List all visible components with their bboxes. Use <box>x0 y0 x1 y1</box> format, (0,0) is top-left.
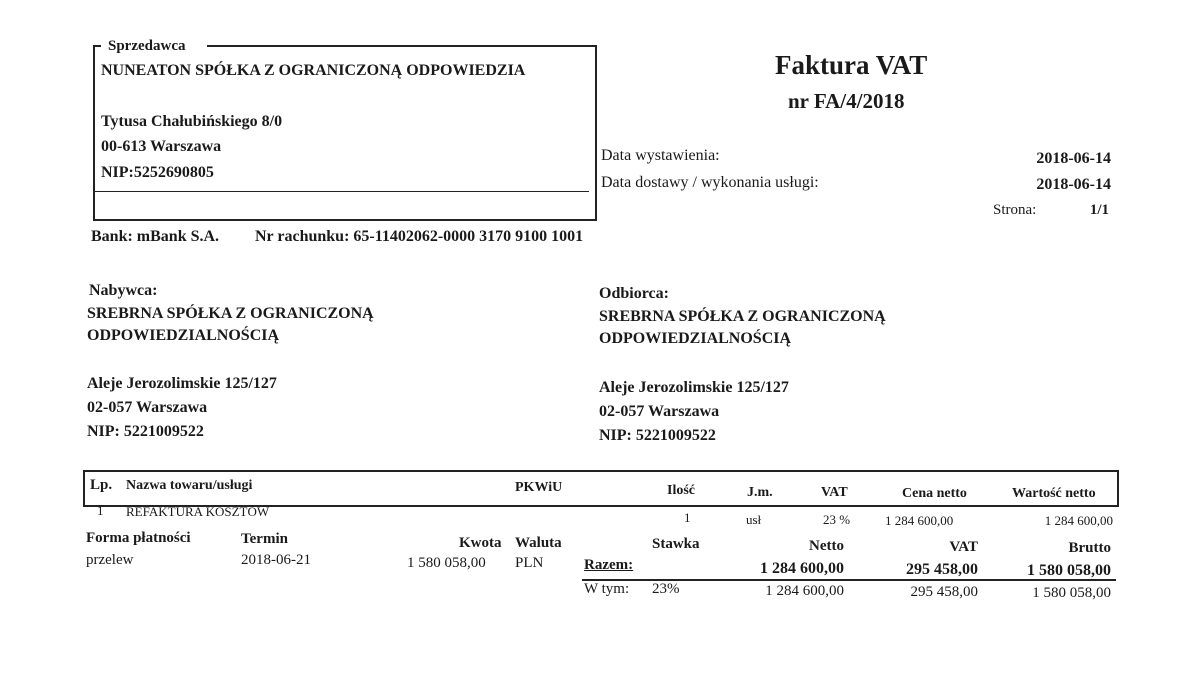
breakdown-vat: 295 458,00 <box>910 584 978 600</box>
seller-city: 00-613 Warszawa <box>101 138 222 155</box>
summary-col-net: Netto <box>809 538 844 554</box>
seller-name: NUNEATON SPÓŁKA Z OGRANICZONĄ ODPOWIEDZIA <box>101 62 526 79</box>
divider <box>95 191 589 192</box>
breakdown-label: W tym: <box>584 581 630 597</box>
col-unit: J.m. <box>747 485 773 500</box>
row-lp: 1 <box>97 503 104 518</box>
due-date-label: Termin <box>241 531 288 547</box>
delivery-date-value: 2018-06-14 <box>1036 176 1111 193</box>
recipient-nip: NIP: 5221009522 <box>599 427 716 444</box>
recipient-city: 02-057 Warszawa <box>599 403 720 420</box>
buyer-nip: NIP: 5221009522 <box>87 423 204 440</box>
summary-col-rate: Stawka <box>652 536 700 552</box>
col-net-value: Wartość netto <box>1012 486 1096 501</box>
col-name: Nazwa towaru/usługi <box>126 478 253 493</box>
issue-date-label: Data wystawienia: <box>601 147 720 164</box>
col-unit-net: Cena netto <box>902 486 967 501</box>
buyer-name-line1: SREBRNA SPÓŁKA Z OGRANICZONĄ <box>87 305 374 322</box>
total-net: 1 284 600,00 <box>760 560 844 577</box>
box-border <box>93 45 101 47</box>
payment-method-value: przelew <box>86 552 134 568</box>
due-date-value: 2018-06-21 <box>241 552 311 568</box>
bank-name: Bank: mBank S.A. <box>91 228 220 245</box>
page-value: 1/1 <box>1089 202 1109 218</box>
col-pkwiu: PKWiU <box>515 480 563 495</box>
row-vat: 23 % <box>823 512 851 527</box>
buyer-name-line2: ODPOWIEDZIALNOŚCIĄ <box>87 327 280 344</box>
payment-method-label: Forma płatności <box>86 530 191 546</box>
row-name: REFAKTURA KOSZTÓW <box>126 504 270 519</box>
breakdown-net: 1 284 600,00 <box>765 583 844 599</box>
row-unit: usł <box>746 512 762 527</box>
document-title: Faktura VAT <box>775 50 928 80</box>
seller-nip: NIP:5252690805 <box>101 164 214 181</box>
box-border <box>207 45 597 47</box>
row-qty: 1 <box>684 510 691 525</box>
col-vat: VAT <box>821 485 848 500</box>
recipient-name-line1: SREBRNA SPÓŁKA Z OGRANICZONĄ <box>599 308 886 325</box>
seller-street: Tytusa Chałubińskiego 8/0 <box>101 113 283 130</box>
amount-value: 1 580 058,00 <box>407 555 486 571</box>
col-lp: Lp. <box>90 477 113 493</box>
bank-account: Nr rachunku: 65-11402062-0000 3170 9100 1001 <box>255 228 584 245</box>
total-label: Razem: <box>584 557 634 573</box>
currency-value: PLN <box>515 555 544 571</box>
currency-label: Waluta <box>515 535 562 551</box>
buyer-street: Aleje Jerozolimskie 125/127 <box>87 375 277 392</box>
buyer-city: 02-057 Warszawa <box>87 399 208 416</box>
recipient-street: Aleje Jerozolimskie 125/127 <box>599 379 789 396</box>
recipient-label: Odbiorca: <box>599 285 669 302</box>
recipient-name-line2: ODPOWIEDZIALNOŚCIĄ <box>599 330 792 347</box>
col-qty: Ilość <box>667 483 695 498</box>
summary-col-gross: Brutto <box>1068 540 1111 556</box>
delivery-date-label: Data dostawy / wykonania usługi: <box>601 174 819 191</box>
seller-label: Sprzedawca <box>108 38 186 54</box>
breakdown-gross: 1 580 058,00 <box>1032 585 1111 601</box>
amount-label: Kwota <box>459 535 502 551</box>
summary-col-vat: VAT <box>949 539 978 555</box>
buyer-label: Nabywca: <box>89 282 158 299</box>
page-label: Strona: <box>993 202 1037 218</box>
row-net-value: 1 284 600,00 <box>1044 513 1113 528</box>
total-vat: 295 458,00 <box>906 561 978 578</box>
issue-date-value: 2018-06-14 <box>1036 150 1111 167</box>
document-number: nr FA/4/2018 <box>788 89 905 113</box>
breakdown-rate: 23% <box>652 581 680 597</box>
total-gross: 1 580 058,00 <box>1027 562 1111 579</box>
row-unit-net: 1 284 600,00 <box>885 513 954 528</box>
